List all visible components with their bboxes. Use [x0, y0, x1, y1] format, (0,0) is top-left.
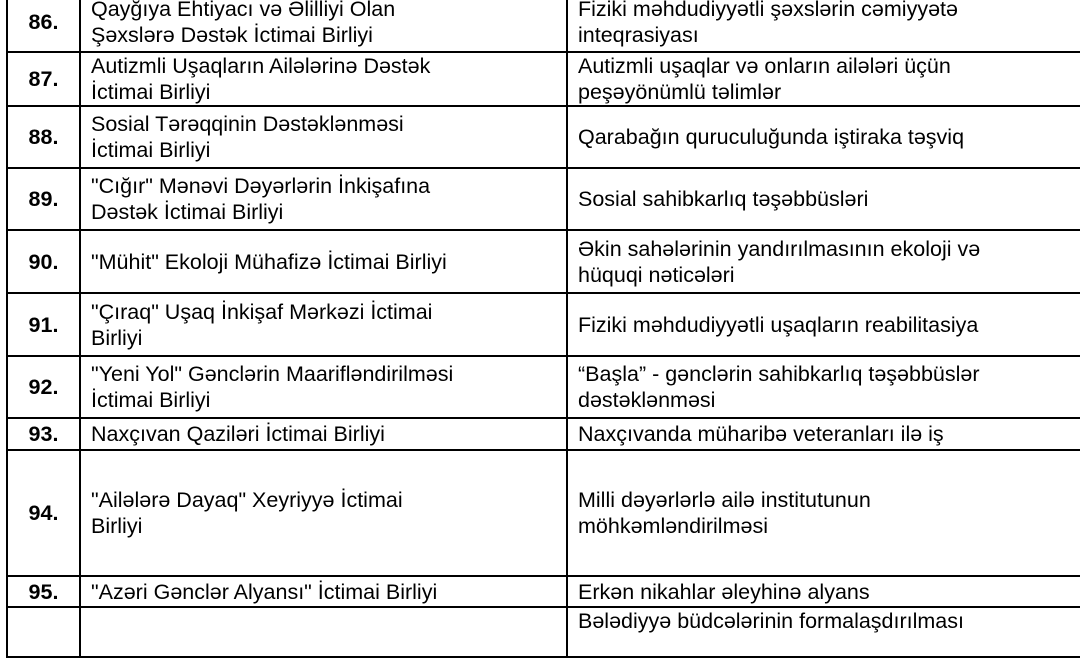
organization-name-cell [80, 293, 567, 356]
organization-name-line: "Ailələrə Dayaq" Xeyriyyə İctimai [91, 488, 403, 512]
project-title-line: hüquqi nəticələri [578, 262, 735, 287]
organization-name-line: İctimai Birliyi [91, 138, 211, 162]
project-title-line: Autizmli uşaqlar və onların ailələri üçün [578, 54, 951, 78]
organization-name-line: "Mühit" Ekoloji Mühafizə İctimai Birliyi [91, 249, 447, 274]
project-title-line: Fiziki məhdudiyyətli şəxslərin cəmiyyətə [578, 0, 958, 21]
organization-name-cell [80, 450, 567, 576]
organization-name-cell [80, 418, 567, 450]
table-row [7, 230, 1080, 293]
table-row [7, 293, 1080, 356]
organization-name-line: İctimai Birliyi [91, 80, 211, 104]
project-title-cell [567, 230, 1080, 293]
project-title-cell [567, 52, 1080, 106]
project-title-cell [567, 607, 1080, 657]
organization-name-cell [80, 52, 567, 106]
organization-name-cell [80, 576, 567, 607]
row-number: 92. [7, 356, 80, 418]
project-title-line: dəstəklənməsi [578, 388, 716, 412]
row-number: 86. [7, 0, 80, 52]
row-number: 93. [7, 418, 80, 450]
project-title-cell [567, 450, 1080, 576]
organization-name-line: "Azəri Gənclər Alyansı" İctimai Birliyi [91, 579, 438, 604]
project-title-line: inteqrasiyası [578, 22, 699, 47]
project-title-cell [567, 418, 1080, 450]
organization-name-line: Şəxslərə Dəstək İctimai Birliyi [91, 22, 373, 47]
organization-name-line: Naxçıvan Qaziləri İctimai Birliyi [91, 422, 385, 446]
organization-name-line: "Yeni Yol" Gənclərin Maarifləndirilməsi [91, 362, 454, 386]
project-title-cell [567, 293, 1080, 356]
row-number: 90. [7, 230, 80, 293]
row-number: 95. [7, 576, 80, 607]
organization-name-cell [80, 168, 567, 230]
table-row [7, 356, 1080, 418]
table-row [7, 607, 1080, 657]
project-title-line: Qarabağın quruculuğunda iştiraka təşviq [578, 125, 965, 149]
table-body [7, 0, 1080, 657]
row-number [7, 607, 80, 657]
organization-name-line: "Cığır" Mənəvi Dəyərlərin İnkişafına [91, 174, 431, 198]
project-title-line: Erkən nikahlar əleyhinə alyans [578, 579, 870, 604]
row-number: 87. [7, 52, 80, 106]
project-title-line: Əkin sahələrinin yandırılmasının ekoloji və [578, 236, 981, 261]
organization-name-cell [80, 230, 567, 293]
table-row [7, 576, 1080, 607]
organization-name-cell [80, 356, 567, 418]
organization-name-cell [80, 106, 567, 168]
project-title-cell [567, 576, 1080, 607]
row-number: 88. [7, 106, 80, 168]
organization-name-line: Qayğıya Ehtiyacı və Əlilliyi Olan [91, 0, 396, 21]
organization-name-line: Birliyi [91, 325, 143, 350]
organization-name-line: "Çıraq" Uşaq İnkişaf Mərkəzi İctimai [91, 299, 433, 324]
project-title-cell [567, 0, 1080, 52]
organization-name-cell [80, 607, 567, 657]
organization-name-line: Autizmli Uşaqların Ailələrinə Dəstək [91, 54, 431, 78]
organization-name-line: İctimai Birliyi [91, 388, 211, 412]
table-row [7, 0, 1080, 52]
project-title-line: möhkəmləndirilməsi [578, 514, 768, 538]
table-row [7, 168, 1080, 230]
organization-name-cell [80, 0, 567, 52]
project-title-line: Naxçıvanda müharibə veteranları ilə iş [578, 422, 944, 446]
table-row [7, 106, 1080, 168]
organization-name-line: Sosial Tərəqqinin Dəstəklənməsi [91, 112, 404, 136]
table-row [7, 52, 1080, 106]
project-title-line: peşəyönümlü təlimlər [578, 80, 782, 104]
project-title-line: Bələdiyyə büdcələrinin formalaşdırılması [578, 609, 964, 633]
project-title-cell [567, 356, 1080, 418]
projects-table [6, 0, 1080, 658]
project-title-line: Milli dəyərlərlə ailə institutunun [578, 488, 871, 512]
project-title-line: Sosial sahibkarlıq təşəbbüsləri [578, 187, 869, 211]
row-number: 91. [7, 293, 80, 356]
organization-name-line: Birliyi [91, 514, 143, 538]
row-number: 94. [7, 450, 80, 576]
table-row [7, 450, 1080, 576]
project-title-line: “Başla” - gənclərin sahibkarlıq təşəbbüslər [578, 362, 980, 386]
project-title-line: Fiziki məhdudiyyətli uşaqların reabilitasiya [578, 312, 979, 337]
organization-name-line: Dəstək İctimai Birliyi [91, 200, 284, 224]
project-title-cell [567, 106, 1080, 168]
table-row [7, 418, 1080, 450]
row-number: 89. [7, 168, 80, 230]
project-title-cell [567, 168, 1080, 230]
